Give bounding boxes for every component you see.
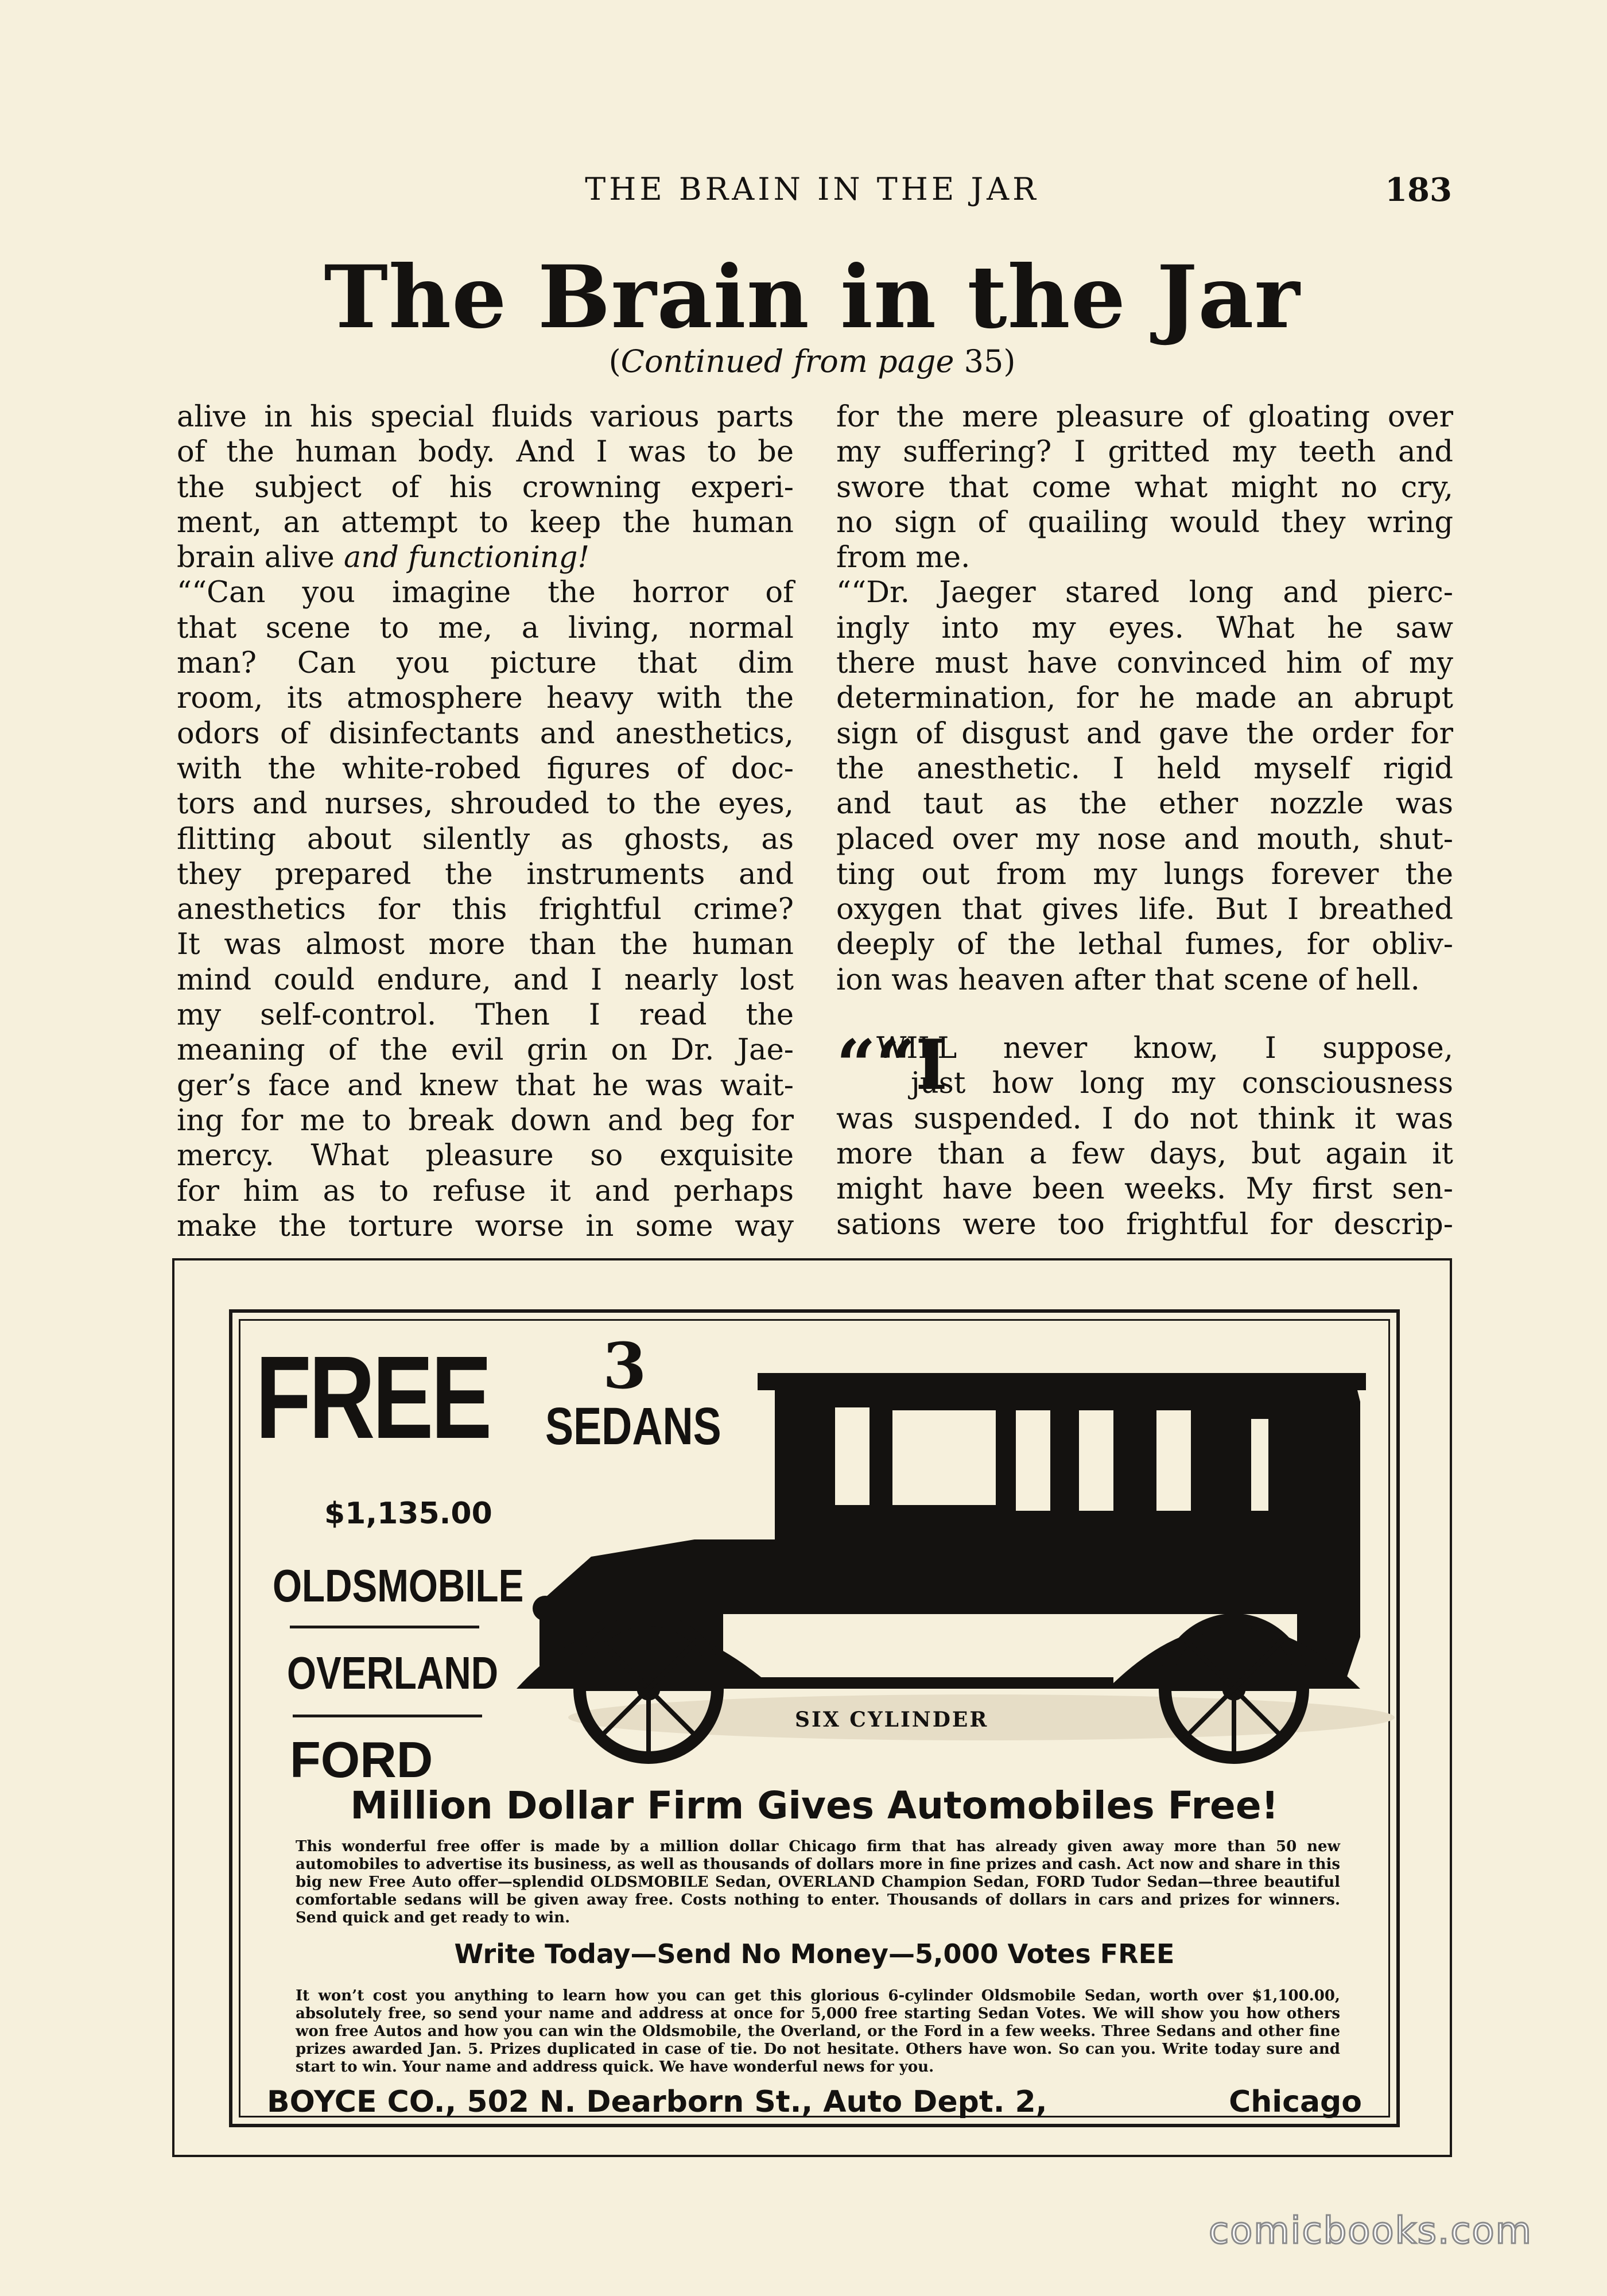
text-line: sign of disgust and gave the order for: [836, 716, 1453, 751]
text-line: deeply of the lethal fumes, for obliv-: [836, 928, 1453, 962]
text-line: ion was heaven after that scene of hell.: [836, 963, 1420, 997]
text-line: the subject of his crowning experi-: [177, 470, 794, 505]
text-line: placed over my nose and mouth, shut-: [836, 822, 1453, 856]
advertisement: [172, 1261, 1452, 2157]
text-line: more than a few days, but again it: [836, 1137, 1453, 1171]
drop-cap: ““I: [836, 1025, 948, 1106]
text-line: of the human body. And I was to be: [177, 435, 794, 470]
ad-sedans-word: SEDANS: [545, 1397, 721, 1456]
continued-italic: Continued from page: [620, 343, 954, 379]
front-wheel: [580, 1620, 717, 1758]
text-line: room, its atmosphere heavy with the: [177, 681, 794, 716]
text-line: [177, 540, 794, 575]
ad-number: 3: [603, 1329, 647, 1403]
continued-suffix: 35): [954, 343, 1016, 379]
text-line: no sign of quailing would they wring: [836, 505, 1453, 540]
ad-address: [267, 2085, 1362, 2119]
continued-note: [172, 343, 1452, 379]
emphasis-text: and functioning!: [344, 541, 589, 575]
text-line: make the torture worse in some way: [177, 1209, 794, 1243]
ad-make-ford: FORD: [290, 1731, 433, 1788]
page-number: 183: [1385, 171, 1452, 209]
ad-fine-print: This wonderful free offer is made by a million dollar Chicago firm that has already given away more than 50 new automobiles to advertise its business, as well as thousands of dollars more in fine prizes and cash. Act now and share in this big new Free Auto offer—splendid OLDSMOBILE Sedan, OVERLAND Champion Sedan, FORD Tudor Sedan—three beautiful comfortable sedans will be given away free. Costs nothing to enter. Thousands of dollars in cars and prizes for winners. Send quick and get ready to win.: [296, 1838, 1340, 1926]
text-line: my self-control. Then I read the: [177, 998, 794, 1033]
text-line: the anesthetic. I held myself rigid: [836, 751, 1453, 786]
ad-make-oldsmobile: OLDSMOBILE: [273, 1560, 524, 1611]
text-line: oxygen that gives life. But I breathed: [836, 893, 1453, 927]
text-line: meaning of the evil grin on Dr. Jae-: [177, 1033, 794, 1068]
text-line: ting out from my lungs forever the: [836, 857, 1453, 891]
text-line: man? Can you picture that dim: [177, 646, 794, 681]
ad-make-overland: OVERLAND: [287, 1647, 499, 1698]
text-line: odors of disinfectants and anesthetics,: [177, 716, 794, 751]
text-line: ger’s face and knew that he was wait-: [177, 1068, 794, 1103]
text-line: that scene to me, a living, normal: [177, 611, 794, 645]
ad-address-city: Chicago: [1229, 2085, 1362, 2119]
text-line: ““Dr. Jaeger stared long and pierc-: [836, 576, 1453, 610]
text-line: ingly into my eyes. What he saw: [836, 611, 1453, 645]
text-line: just how long my consciousness: [911, 1066, 1453, 1101]
text-line: sations were too frightful for descrip-: [836, 1207, 1453, 1242]
text-fragment: WILL never know, I suppose,: [876, 1031, 1453, 1066]
text-line: It was almost more than the human: [177, 928, 794, 962]
divider: [290, 1626, 479, 1628]
text-line: was suspended. I do not think it was: [836, 1102, 1453, 1136]
text-line: for him as to refuse it and perhaps: [177, 1174, 794, 1208]
text-fragment: brain alive: [177, 541, 335, 575]
text-line: determination, for he made an abrupt: [836, 681, 1453, 716]
text-line: ““Can you imagine the horror of: [177, 576, 794, 610]
rear-wheel: [1165, 1620, 1303, 1758]
ad-price: $1,135.00: [324, 1496, 492, 1531]
right-column: [836, 400, 1453, 1242]
ad-address-street: BOYCE CO., 502 N. Dearborn St., Auto Dept. 2,: [267, 2085, 1047, 2119]
watermark: comicbooks.com: [1208, 2210, 1532, 2252]
continued-prefix: (: [608, 343, 621, 379]
text-line: mercy. What pleasure so exquisite: [177, 1139, 794, 1173]
text-line: anesthetics for this frightful crime?: [177, 893, 794, 927]
divider: [293, 1715, 482, 1717]
story-title: The Brain in the Jar: [324, 247, 1301, 348]
ad-subhead: Write Today—Send No Money—5,000 Votes FREE: [454, 1938, 1175, 1969]
text-line: ment, an attempt to keep the human: [177, 505, 794, 540]
text-line: tors and nurses, shrouded to the eyes,: [177, 787, 794, 821]
text-line: and taut as the ether nozzle was: [836, 787, 1453, 821]
text-line: ing for me to break down and beg for: [177, 1103, 794, 1138]
text-line: for the mere pleasure of gloating over: [836, 400, 1453, 434]
text-line: from me.: [836, 541, 971, 575]
ad-free-word: FREE: [255, 1332, 490, 1463]
text-line: there must have convinced him of my: [836, 646, 1453, 681]
ad-box: [229, 1309, 1400, 2127]
running-head: [172, 171, 1452, 217]
car-caption: SIX CYLINDER: [795, 1708, 989, 1732]
text-line: my suffering? I gritted my teeth and: [836, 435, 1453, 470]
ad-headline: Million Dollar Firm Gives Automobiles Free!: [350, 1783, 1279, 1828]
text-line: mind could endure, and I nearly lost: [177, 963, 794, 997]
text-line: with the white-robed figures of doc-: [177, 751, 794, 786]
ad-fine-print: It won’t cost you anything to learn how you can get this glorious 6-cylinder Oldsmobile Sedan, worth over $1,100.00, absolutely free, so send your name and address at once for 5,000 free starting Sedan Votes. We will show you how others won free Autos and how you can win the Oldsmobile, the Overland, or the Ford in a few weeks. Three Sedans and other fine prizes awarded Jan. 5. Prizes duplicated in case of tie. Do not hesitate. Others have won. So can you. Write today sure and start to win. Your name and address quick. We have wonderful news for you.: [296, 1987, 1340, 2076]
text-line: they prepared the instruments and: [177, 857, 794, 891]
left-column: [177, 400, 794, 1244]
text-line: swore that come what might no cry,: [836, 470, 1453, 505]
text-line: might have been weeks. My first sen-: [836, 1172, 1453, 1207]
text-line: flitting about silently as ghosts, as: [177, 822, 794, 856]
running-head-title: THE BRAIN IN THE JAR: [585, 171, 1039, 207]
text-line: alive in his special fluids various parts: [177, 400, 794, 434]
